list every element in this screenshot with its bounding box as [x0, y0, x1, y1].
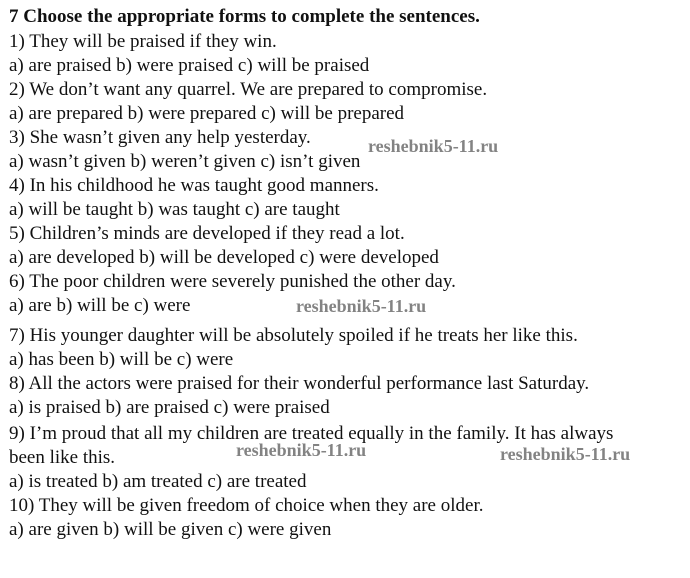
question-5: 5) Children’s minds are developed if they read a lot. [9, 223, 405, 244]
options-2: a) are prepared b) were prepared c) will be prepared [9, 103, 405, 124]
exercise-title: 7 Choose the appropriate forms to complete the sentences. [9, 6, 480, 27]
question-8: 8) All the actors were praised for their wonderful performance last Saturday. [9, 373, 590, 394]
options-8: a) is praised b) are praised c) were praised [9, 397, 330, 418]
watermark: reshebnik5-11.ru [500, 444, 631, 464]
question-9: 9) I’m proud that all my children are treated equally in the family. It has always [9, 423, 614, 444]
options-4: a) will be taught b) was taught c) are taught [9, 199, 340, 220]
options-7: a) has been b) will be c) were [9, 349, 234, 370]
options-1: a) are praised b) were praised c) will be praised [9, 55, 370, 76]
question-10: 10) They will be given freedom of choice when they are older. [9, 495, 484, 516]
question-3: 3) She wasn’t given any help yesterday. [9, 127, 311, 148]
question-4: 4) In his childhood he was taught good manners. [9, 175, 379, 196]
watermark: reshebnik5-11.ru [236, 440, 367, 460]
options-9: a) is treated b) am treated c) are treated [9, 471, 307, 492]
options-6: a) are b) will be c) were [9, 295, 191, 316]
question-9-continued: been like this. [9, 447, 116, 468]
question-6: 6) The poor children were severely punished the other day. [9, 271, 456, 292]
watermark: reshebnik5-11.ru [296, 296, 427, 316]
options-3: a) wasn’t given b) weren’t given c) isn’t given [9, 151, 361, 172]
options-10: a) are given b) will be given c) were given [9, 519, 332, 540]
question-7: 7) His younger daughter will be absolutely spoiled if he treats her like this. [9, 325, 578, 346]
question-2: 2) We don’t want any quarrel. We are prepared to compromise. [9, 79, 488, 100]
question-1: 1) They will be praised if they win. [9, 31, 277, 52]
options-5: a) are developed b) will be developed c) were developed [9, 247, 439, 268]
watermark: reshebnik5-11.ru [368, 136, 499, 156]
